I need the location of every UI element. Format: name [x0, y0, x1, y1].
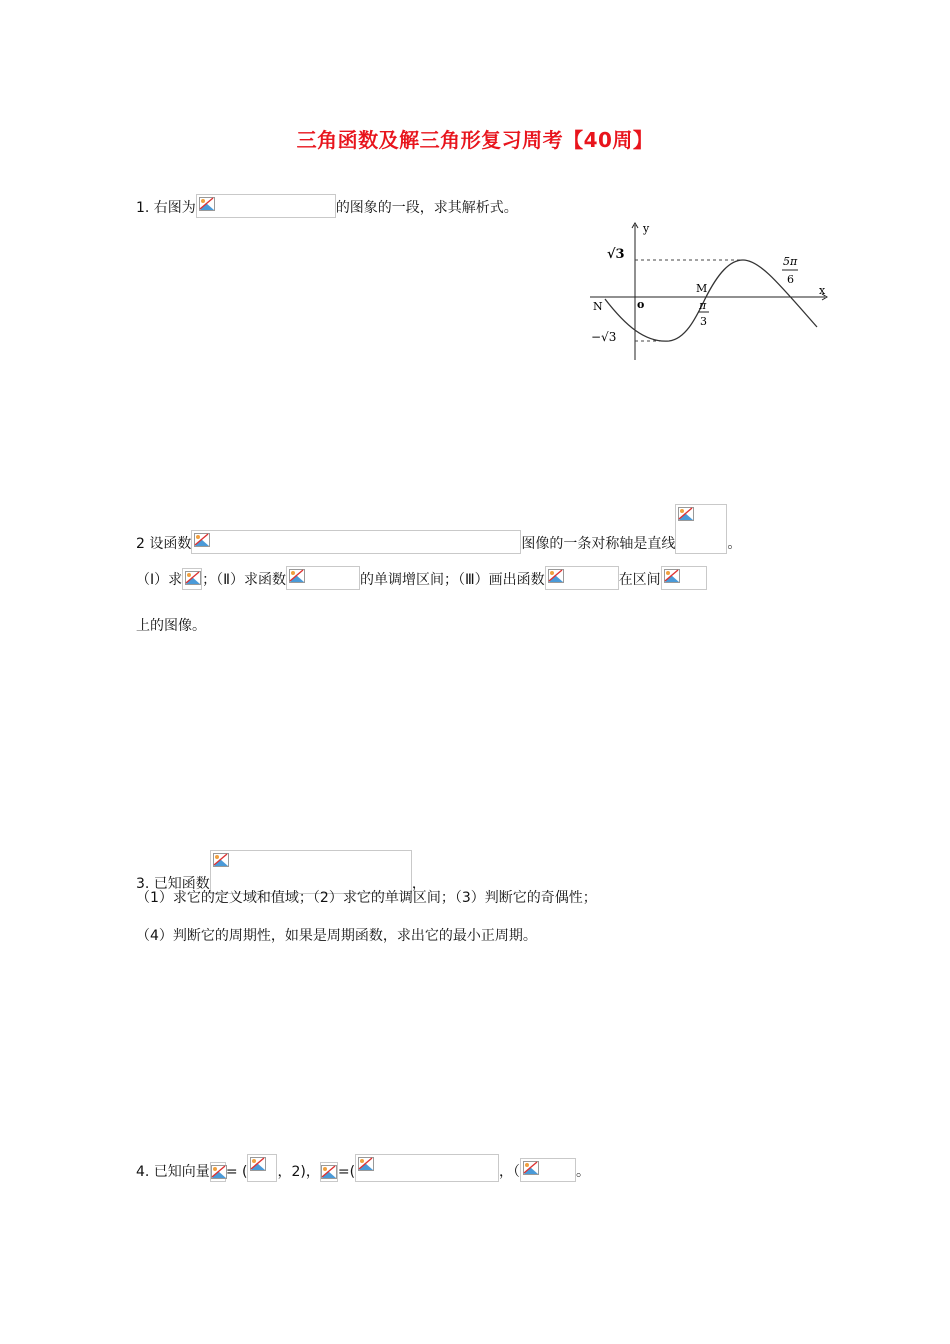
- broken-image-icon: [185, 571, 201, 585]
- q3-comma: ，: [411, 876, 426, 892]
- q4-prefix: 4. 已知向量: [136, 1164, 210, 1180]
- sqrt3-label: √3: [607, 247, 625, 262]
- broken-image-icon: [250, 1157, 266, 1171]
- q4-two: ，2)，: [277, 1164, 320, 1180]
- q4-end: 。: [576, 1164, 591, 1180]
- q4-comma: ，（: [499, 1164, 521, 1180]
- q3-prefix: 3. 已知函数: [136, 876, 210, 892]
- point-m-label: M: [696, 282, 708, 295]
- question-2-line-3: 上的图像。: [136, 618, 206, 634]
- broken-image-icon: [548, 569, 564, 583]
- broken-image-icon: [213, 853, 229, 867]
- q4-eq1: = (: [225, 1164, 248, 1180]
- formula-image-placeholder: [520, 1158, 576, 1182]
- question-1-line: [136, 194, 518, 218]
- pi-over-3-denominator: 3: [700, 315, 707, 328]
- broken-image-icon: [358, 1157, 374, 1171]
- formula-image-placeholder: [182, 568, 202, 590]
- x-axis-label: x: [819, 284, 826, 297]
- pi-over-3-numerator: π: [699, 299, 707, 312]
- formula-image-placeholder: [286, 566, 360, 590]
- q2-end: 。: [727, 536, 742, 552]
- question-2-line-1: [136, 504, 741, 554]
- question-2-line-2: [136, 566, 707, 590]
- q2-prefix: 2 设函数: [136, 536, 192, 552]
- page-title: 三角函数及解三角形复习周考【40周】: [296, 128, 654, 152]
- five-pi-over-6-denominator: 6: [787, 273, 794, 286]
- broken-image-icon: [194, 533, 210, 547]
- broken-image-icon: [199, 197, 215, 211]
- five-pi-over-6-numerator: 5π: [783, 255, 798, 268]
- q2-part2-end: 的单调增区间；（Ⅲ）画出函数: [360, 572, 545, 588]
- y-axis-label: y: [643, 222, 650, 235]
- broken-image-icon: [289, 569, 305, 583]
- question-3-line-2: （1）求它的定义域和值域；（2）求它的单调区间；（3）判断它的奇偶性；: [136, 890, 597, 906]
- q1-suffix: 的图象的一段，求其解析式。: [335, 200, 518, 216]
- formula-image-placeholder: [545, 566, 619, 590]
- question-4-line: [136, 1154, 590, 1182]
- formula-image-placeholder: [661, 566, 707, 590]
- formula-image-placeholder: [210, 1162, 226, 1182]
- broken-image-icon: [321, 1165, 337, 1179]
- q2-part1: （Ⅰ）求: [136, 572, 183, 588]
- formula-image-placeholder: [247, 1154, 277, 1182]
- point-n-label: N: [593, 300, 603, 313]
- neg-sqrt3-label: −√3: [591, 330, 617, 344]
- formula-image-placeholder: [675, 504, 727, 554]
- q4-eq2: =(: [337, 1164, 356, 1180]
- q1-prefix: 1. 右图为: [136, 200, 196, 216]
- broken-image-icon: [523, 1161, 539, 1175]
- broken-image-icon: [664, 569, 680, 583]
- formula-image-placeholder: [196, 194, 336, 218]
- q2-part1-end: ；（Ⅱ）求函数: [202, 572, 287, 588]
- q2-part3-mid: 在区间: [618, 572, 661, 588]
- formula-image-placeholder: [191, 530, 521, 554]
- formula-image-placeholder: [355, 1154, 499, 1182]
- sine-graph: [585, 215, 835, 365]
- broken-image-icon: [678, 507, 694, 521]
- q2-middle: 图像的一条对称轴是直线: [521, 536, 676, 552]
- formula-image-placeholder: [320, 1162, 338, 1182]
- question-3-line-3: （4）判断它的周期性，如果是周期函数，求出它的最小正周期。: [136, 928, 537, 944]
- broken-image-icon: [211, 1165, 227, 1179]
- origin-label: o: [637, 298, 645, 311]
